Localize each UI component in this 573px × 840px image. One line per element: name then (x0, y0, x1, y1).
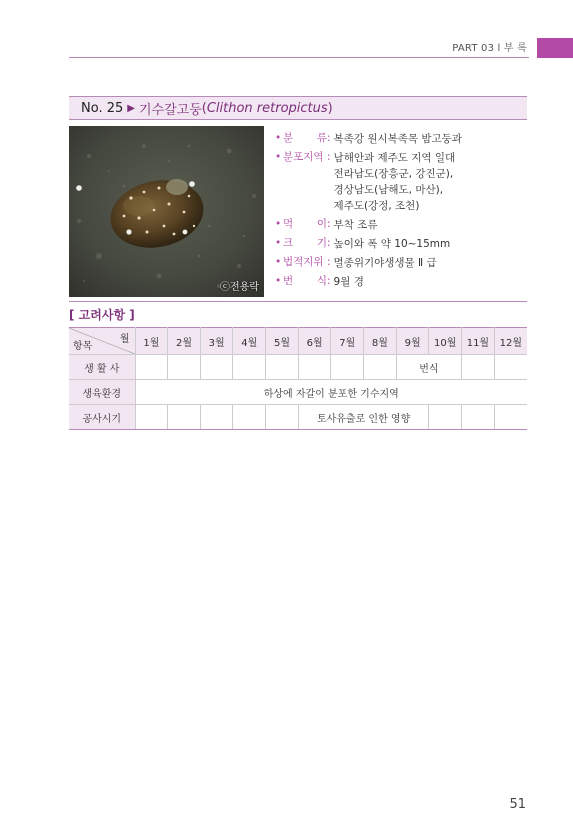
species-photo (69, 126, 264, 297)
construction-span-cell: 토사유출로 인한 영향 (298, 405, 429, 430)
month-header: 4월 (233, 328, 266, 355)
snail-photo-image (69, 126, 264, 297)
bullet-icon: • (275, 256, 282, 268)
info-label: 번 식 (283, 275, 327, 287)
month-header: 6월 (298, 328, 331, 355)
info-label: 분포지역 (283, 151, 324, 163)
month-header: 7월 (331, 328, 364, 355)
info-row-legal-status: • 법적지위 : 멸종위기야생생물 Ⅱ 급 (275, 255, 530, 271)
month-cell (168, 405, 201, 430)
photo-credit: ⓒ전용락 (220, 282, 259, 293)
month-cell (200, 405, 233, 430)
row-item-label: 생육환경 (69, 380, 135, 405)
month-header: 9월 (396, 328, 429, 355)
month-cell (135, 355, 168, 380)
habitat-span-cell: 하상에 자갈이 분포한 기수지역 (135, 380, 527, 405)
month-cell (233, 355, 266, 380)
corner-month-label: 월 (119, 334, 130, 345)
table-row-construction (69, 405, 527, 430)
month-header: 2월 (168, 328, 201, 355)
month-cell (233, 405, 266, 430)
bullet-icon: • (275, 151, 282, 163)
month-cell (135, 405, 168, 430)
corner-item-label: 항목 (73, 341, 93, 352)
table-corner-cell (69, 328, 135, 355)
info-value: 복족강 원시복족목 밤고둥과 (333, 133, 462, 145)
info-row-distribution: • 분포지역 : 남해안과 제주도 지역 일대 전라남도(장흥군, 강진군), 경상남도(남해도, 마산), 제주도(강정, 조천) (275, 150, 530, 214)
info-row-classification: • 분 류 : 복족강 원시복족목 밤고둥과 (275, 131, 530, 147)
info-label: 법적지위 (283, 256, 324, 268)
info-value: 9월 경 (333, 276, 364, 288)
bullet-icon: • (275, 275, 282, 287)
species-info-list (275, 131, 530, 293)
header-rule (69, 57, 529, 58)
month-header: 11월 (462, 328, 495, 355)
bullet-icon: • (275, 237, 282, 249)
month-cell (168, 355, 201, 380)
month-header: 12월 (494, 328, 527, 355)
table-row-habitat (69, 380, 527, 405)
species-korean-name: 기수갈고둥 (138, 102, 202, 118)
row-item-label: 생 활 사 (69, 355, 135, 380)
info-label: 분 류 (283, 132, 327, 144)
info-row-breeding: • 번 식 : 9월 경 (275, 274, 530, 290)
info-row-food: • 먹 이 : 부착 조류 (275, 217, 530, 233)
header-part-label: PART 03 l 부 록 (452, 43, 527, 54)
month-cell (266, 405, 299, 430)
month-cell (462, 405, 495, 430)
species-scientific-name: Clithon retropictus (206, 100, 328, 116)
info-label: 크 기 (283, 237, 327, 249)
page-number: 51 (509, 797, 526, 812)
month-header: 1월 (135, 328, 168, 355)
month-cell (494, 355, 527, 380)
species-title-bar: No. 25 ▶ 기수갈고둥 ( Clithon retropictus ) (69, 96, 527, 120)
month-header: 3월 (200, 328, 233, 355)
lifecycle-span-cell: 번식 (396, 355, 461, 380)
month-header: 10월 (429, 328, 462, 355)
section-divider (69, 301, 527, 302)
month-cell (429, 405, 462, 430)
row-item-label: 공사시기 (69, 405, 135, 430)
header-accent-block (537, 38, 573, 58)
month-cell (200, 355, 233, 380)
triangle-icon: ▶ (127, 102, 135, 114)
month-cell (462, 355, 495, 380)
month-cell (331, 355, 364, 380)
considerations-table (69, 327, 527, 430)
bullet-icon: • (275, 218, 282, 230)
info-value: 높이와 폭 약 10~15mm (333, 238, 451, 250)
species-number: No. 25 (81, 100, 124, 116)
info-label: 먹 이 (283, 218, 327, 230)
table-row-lifecycle (69, 355, 527, 380)
info-value: 부착 조류 (333, 219, 378, 231)
table-header-row (69, 328, 527, 355)
month-cell (266, 355, 299, 380)
bullet-icon: • (275, 132, 282, 144)
month-cell (298, 355, 331, 380)
month-header: 5월 (266, 328, 299, 355)
month-cell (364, 355, 397, 380)
considerations-title: [ 고려사항 ] (69, 308, 135, 322)
info-value: 멸종위기야생생물 Ⅱ 급 (333, 257, 437, 269)
month-cell (494, 405, 527, 430)
month-header: 8월 (364, 328, 397, 355)
info-row-size: • 크 기 : 높이와 폭 약 10~15mm (275, 236, 530, 252)
info-value: 남해안과 제주도 지역 일대 전라남도(장흥군, 강진군), 경상남도(남해도, 마산), 제주도(강정, 조천) (333, 152, 456, 212)
